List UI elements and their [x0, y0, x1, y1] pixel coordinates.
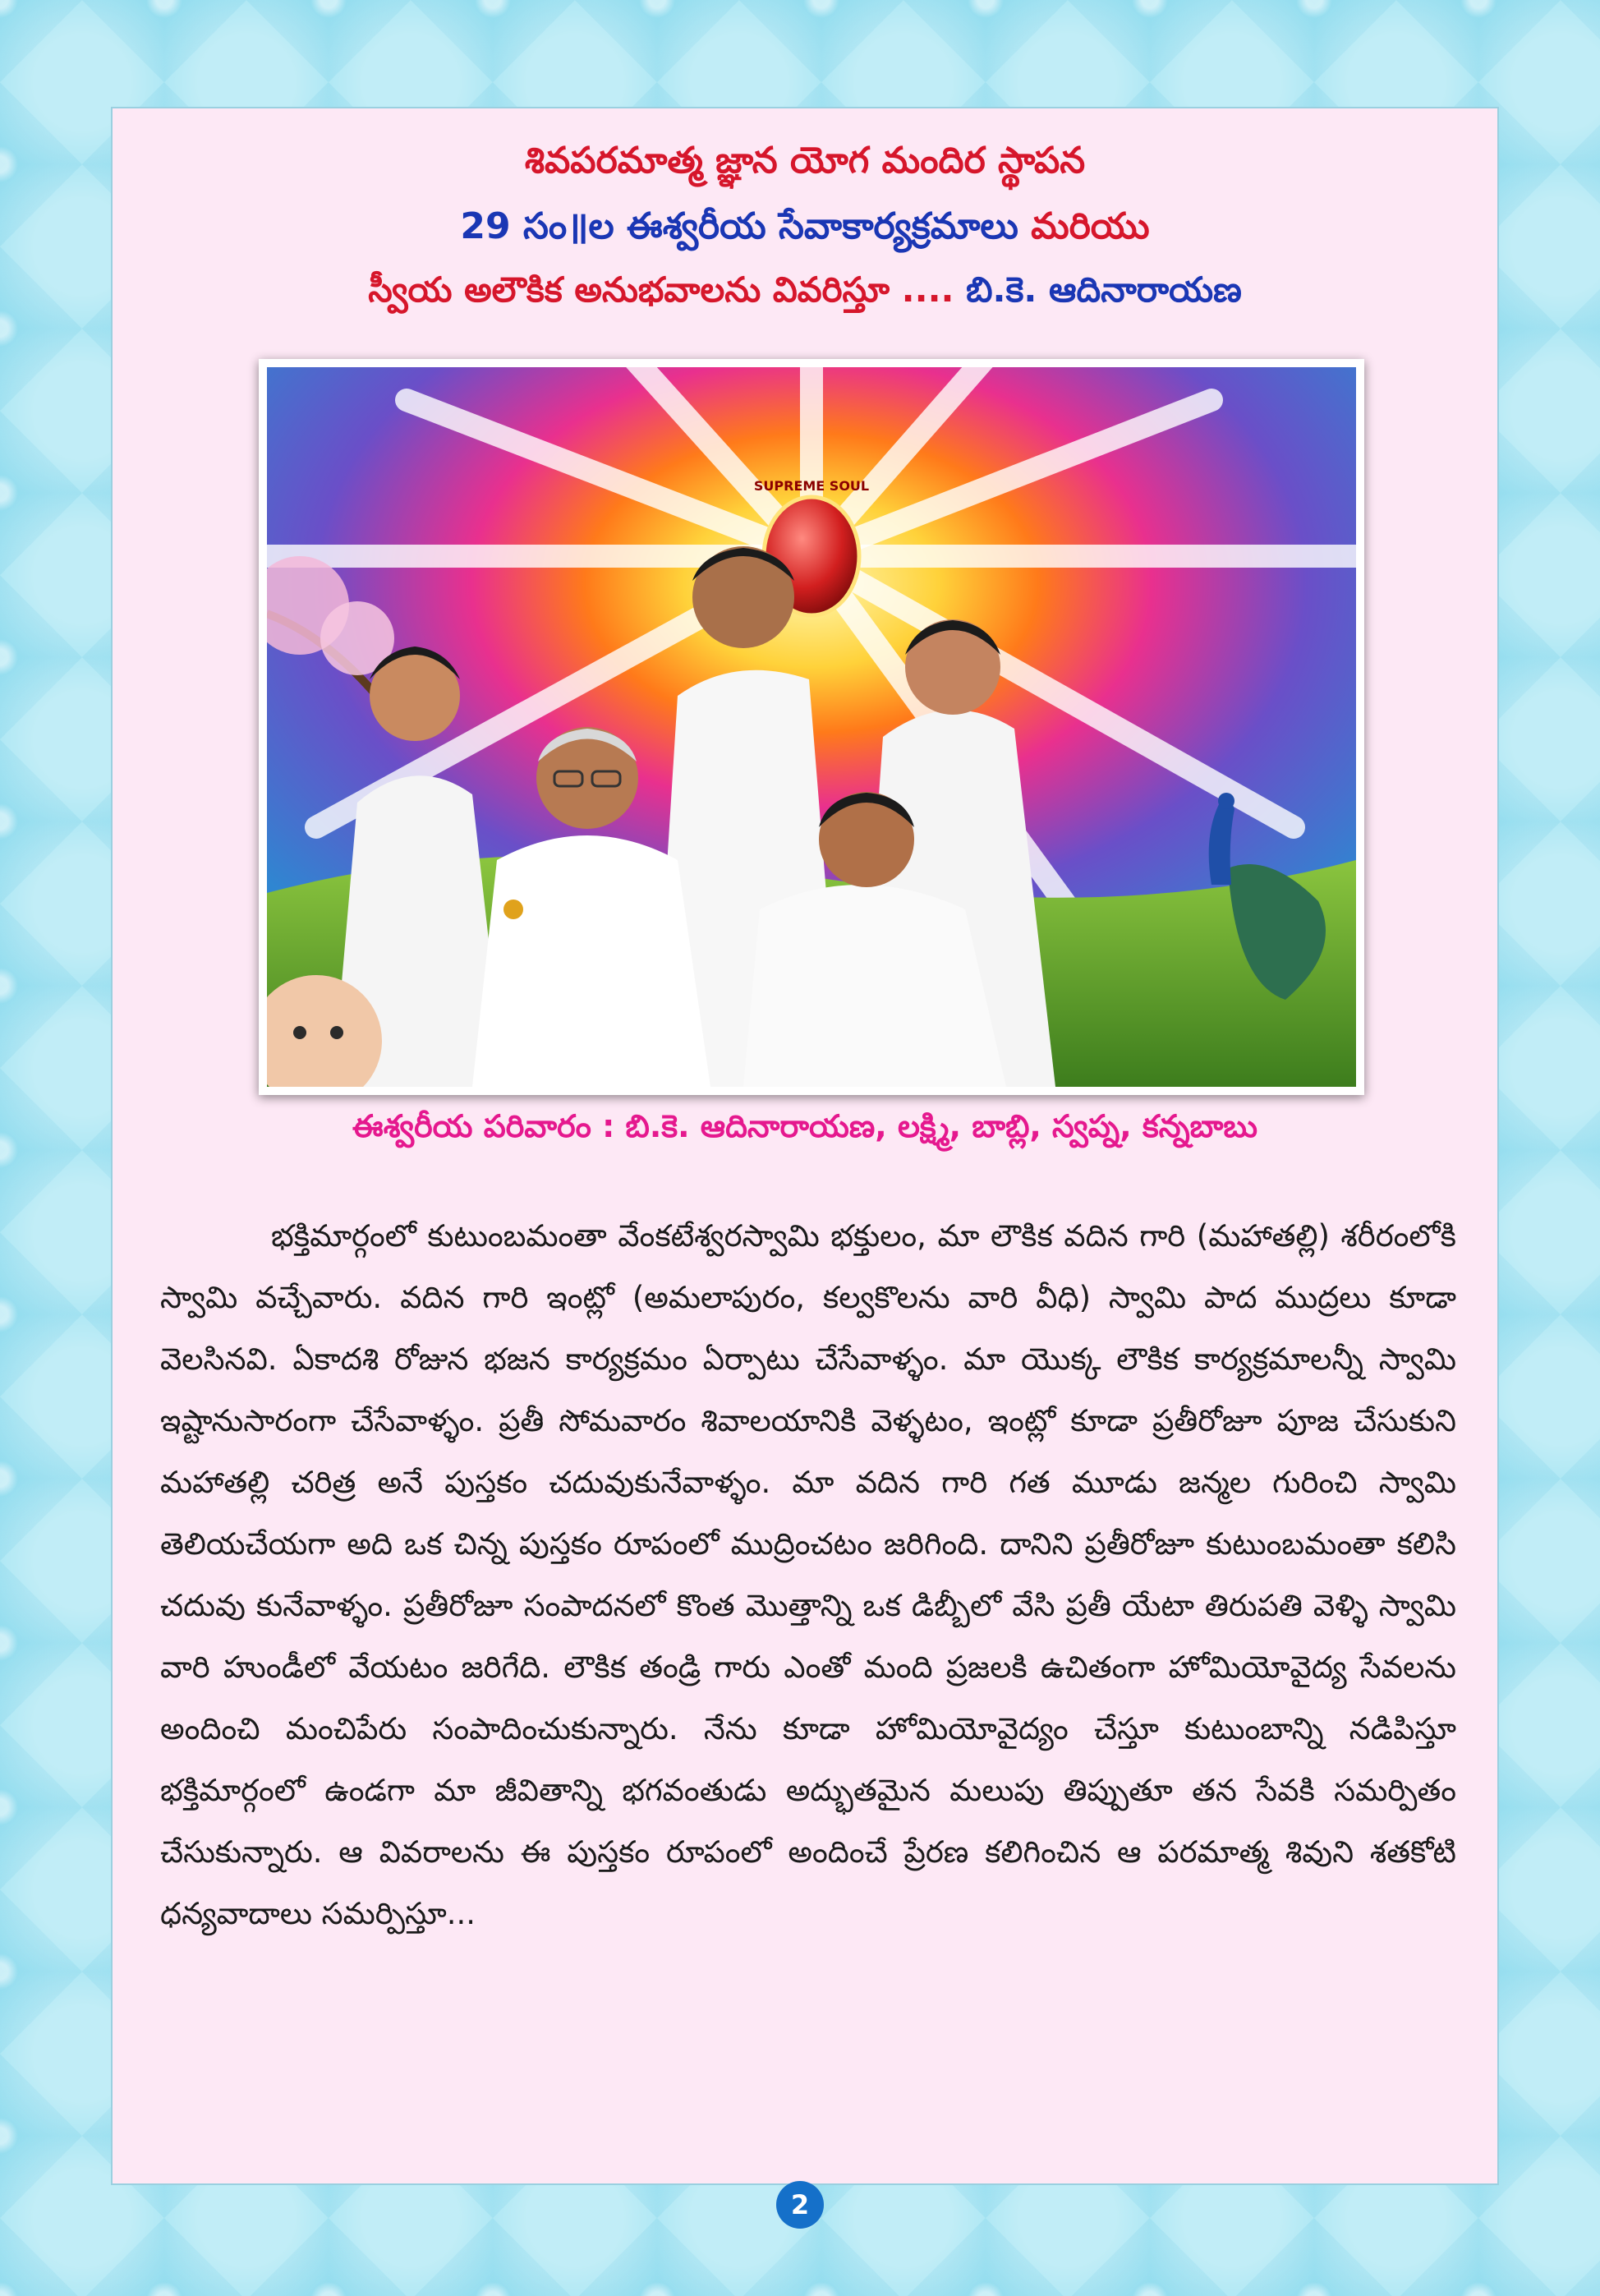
- title-line-2-main: 29 సం॥ల ఈశ్వరీయ సేవాకార్యక్రమాలు: [460, 205, 1018, 247]
- title-line-2: [113, 205, 1497, 247]
- photo-caption: ఈశ్వరీయ పరివారం : బి.కె. ఆదినారాయణ, లక్ష్మి, బాబ్లి, స్వప్న, కన్నబాబు: [352, 1108, 1258, 1144]
- emblem-text: SUPREME SOUL: [753, 478, 870, 494]
- family-photo-illustration: [267, 367, 1356, 1087]
- page-number-badge: 2: [776, 2181, 824, 2229]
- title-line-3-main: స్వీయ అలౌకిక అనుభవాలను వివరిస్తూ ....: [368, 269, 954, 310]
- page-panel: [111, 107, 1499, 2185]
- title-line-3: [113, 269, 1497, 310]
- body-paragraph: భక్తిమార్గంలో కుటుంబమంతా వేంకటేశ్వరస్వామి భక్తులం, మా లౌకిక వదిన గారి (మహాతల్లి) శరీరంలోకి స్వామి వచ్చేవారు. వదిన గారి ఇంట్లో (అమలాపురం, కల్వకొలను వారి వీధి) స్వామి పాద ముద్రలు కూడా వెలసినవి. ఏకాదశి రోజున భజన కార్యక్రమం ఏర్పాటు చేసేవాళ్ళం. మా యొక్క లౌకిక కార్యక్రమాలన్నీ స్వామి ఇష్టానుసారంగా చేసేవాళ్ళం. ప్రతీ సోమవారం శివాలయానికి వెళ్ళటం, ఇంట్లో కూడా ప్రతీరోజూ పూజ చేసుకుని మహాతల్లి చరిత్ర అనే పుస్తకం చదువుకునేవాళ్ళం. మా వదిన గారి గత మూడు జన్మల గురించి స్వామి తెలియచేయగా అది ఒక చిన్న పుస్తకం రూపంలో ముద్రించటం జరిగింది. దానిని ప్రతీరోజూ కుటుంబమంతా కలిసి చదువు కునేవాళ్ళం. ప్రతీరోజూ సంపాదనలో కొంత మొత్తాన్ని ఒక డిబ్బీలో వేసి ప్రతీ యేటా తిరుపతి వెళ్ళి స్వామి వారి హుండీలో వేయటం జరిగేది. లౌకిక తండ్రి గారు ఎంతో మంది ప్రజలకి ఉచితంగా హోమియోవైద్య సేవలను అందించి మంచిపేరు సంపాదించుకున్నారు. నేను కూడా హోమియోవైద్యం చేస్తూ కుటుంబాన్ని నడిపిస్తూ భక్తిమార్గంలో ఉండగా మా జీవితాన్ని భగవంతుడు అద్భుతమైన మలుపు తిప్పుతూ తన సేవకి సమర్పితం చేసుకున్నారు. ఆ వివరాలను ఈ పుస్తకం రూపంలో అందించే ప్రేరణ కలిగించిన ఆ పరమాత్మ శివుని శతకోటి ధన్యవాదాలు సమర్పిస్తూ...: [160, 1218, 1456, 1931]
- title-author: బి.కె. ఆదినారాయణ: [966, 269, 1242, 310]
- title-line-1: శివపరమాత్మ జ్ఞాన యోగ మందిర స్థాపన: [524, 140, 1086, 182]
- family-photo: [259, 359, 1364, 1095]
- title-line-2-conj: మరియు: [1031, 205, 1150, 247]
